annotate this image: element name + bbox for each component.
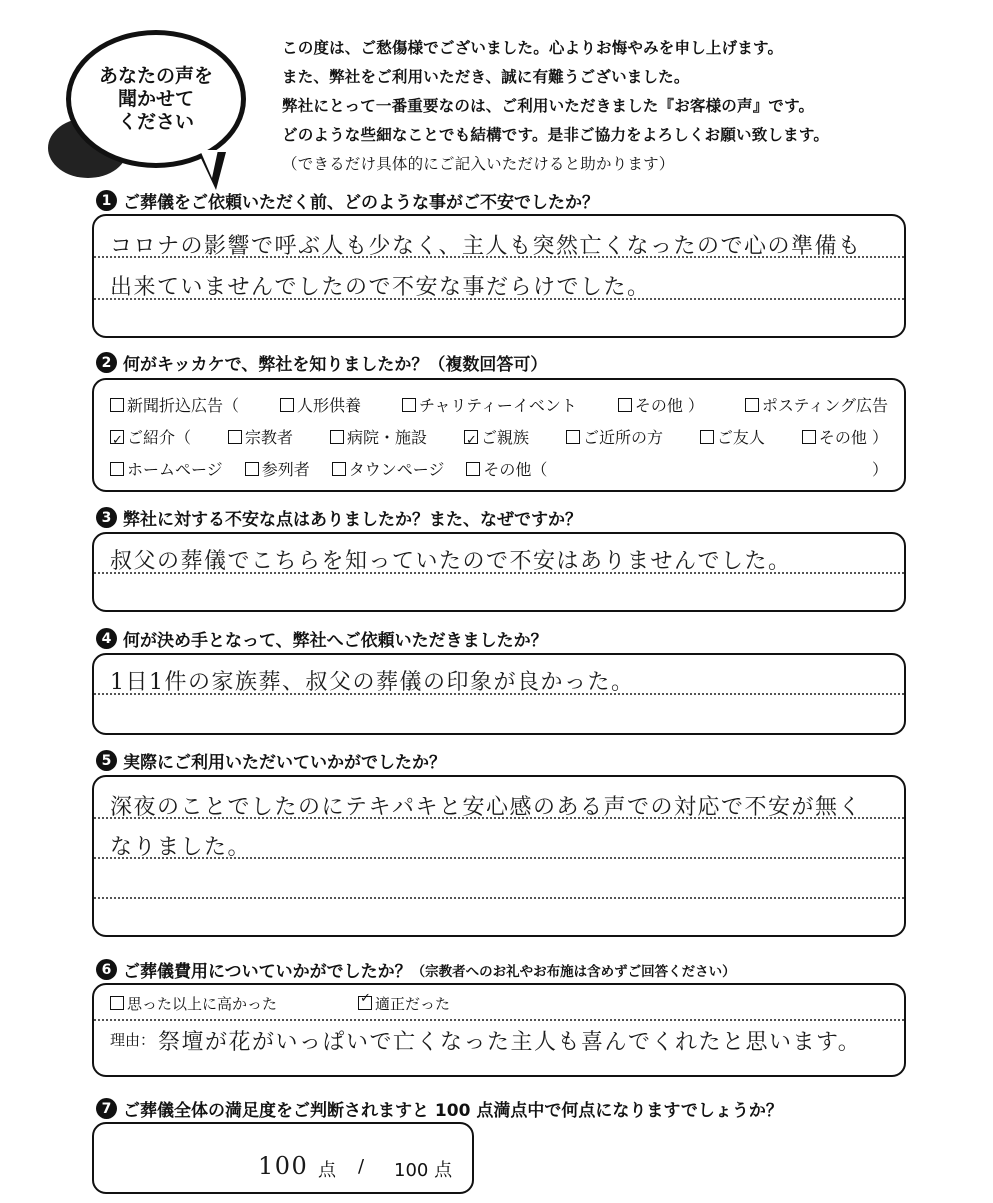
checkbox-item[interactable]: ご友人 [700,422,765,454]
handwritten-reason: 祭壇が花がいっぱいで亡くなった主人も喜んでくれたと思います。 [158,1030,862,1055]
question-5 [96,748,446,773]
intro-text [282,34,829,179]
checkbox-item[interactable]: 人形供養 [280,390,361,422]
handwritten-answer: なりました。 [110,835,252,860]
handwritten-answer: 出来ていませんでしたので不安な事だらけでした。 [110,275,651,300]
q6-option[interactable]: 思った以上に高かった [110,993,277,1014]
intro-line: 弊社にとって一番重要なのは、ご利用いただきました『お客様の声』です。 [282,97,815,115]
bubble-tail-inner [200,150,218,178]
checkbox-row [110,390,888,422]
checkbox-item[interactable]: 参列者 [245,454,310,486]
question-text: ご葬儀費用についていかがでしたか？ [123,962,412,982]
question-4 [96,626,548,651]
bubble-heading [66,30,246,168]
checkbox-item[interactable]: ✓ご紹介（ [110,422,191,454]
intro-line: また、弊社をご利用いただき、誠に有難うございました。 [282,68,690,86]
checkbox-icon[interactable] [110,462,124,476]
answer-box-6 [92,983,906,1077]
question-number: 3 [96,507,117,528]
question-number: 2 [96,352,117,373]
q6-option[interactable]: ✓ 適正だった [358,993,450,1014]
question-number: 5 [96,750,117,771]
answer-box-2 [92,378,906,492]
ruled-line [94,897,904,899]
checkbox-icon[interactable] [618,398,632,412]
checked-box-icon[interactable] [110,430,124,444]
question-number: 7 [96,1098,117,1119]
checkbox-icon[interactable] [566,430,580,444]
checkbox-icon[interactable] [330,430,344,444]
bubble-line: ください [117,110,194,133]
checkbox-icon[interactable] [745,398,759,412]
question-text: 何がキッカケで、弊社を知りましたか？（複数回答可） [123,355,548,375]
checked-box-icon[interactable] [464,430,478,444]
question-number: 4 [96,628,117,649]
question-7 [96,1096,783,1121]
checkbox-icon[interactable] [402,398,416,412]
checkbox-icon[interactable] [280,398,294,412]
handwritten-score: 100 [258,1152,309,1180]
checkbox-icon[interactable] [110,996,124,1010]
checkbox-item[interactable]: ポスティング広告 [745,390,888,422]
checkbox-icon[interactable] [700,430,714,444]
checkbox-icon[interactable] [466,462,480,476]
checkbox-item[interactable]: ✓ ご親族 [464,422,529,454]
handwritten-answer: 1日1件の家族葬、叔父の葬儀の印象が良かった。 [110,670,635,695]
question-6 [96,957,736,982]
handwritten-answer: 深夜のことでしたのにテキパキと安心感のある声での対応で不安が無く [110,795,863,820]
checkbox-item[interactable]: その他 ） [618,390,704,422]
question-number: 1 [96,190,117,211]
checkbox-item[interactable]: その他 ） [802,422,888,454]
intro-line: どのような些細なことでも結構です。是非ご協力をよろしくお願い致します。 [282,126,830,144]
intro-line: この度は、ご愁傷様でございました。心よりお悔やみを申し上げます。 [282,39,784,57]
checkbox-icon[interactable] [332,462,346,476]
score-max: 100 点 [394,1160,453,1181]
closing-paren: ） [871,460,888,479]
question-1 [96,188,599,213]
checkbox-item[interactable]: その他（ [466,454,547,486]
question-3 [96,505,582,530]
score-separator: / [358,1156,365,1177]
question-number: 6 [96,959,117,980]
question-text: 実際にご利用いただいていかがでしたか？ [123,753,446,773]
ruled-line [94,1019,904,1021]
question-2 [96,350,547,375]
checkbox-icon[interactable] [245,462,259,476]
checkbox-item[interactable]: タウンページ [332,454,445,486]
checkbox-row [110,422,888,454]
answer-box-5[interactable] [92,775,906,937]
voice-bubble [48,30,248,200]
score-box[interactable] [92,1122,474,1194]
checkbox-item[interactable]: ご近所の方 [566,422,663,454]
checkbox-item[interactable]: 宗教者 [228,422,293,454]
checkbox-icon[interactable] [228,430,242,444]
handwritten-answer: コロナの影響で呼ぶ人も少なく、主人も突然亡くなったので心の準備も [110,234,862,259]
checkbox-item[interactable]: 新聞折込広告（ [110,390,239,422]
intro-line: （できるだけ具体的にご記入いただけると助かります） [282,155,675,173]
checkbox-item[interactable]: ホームページ [110,454,223,486]
score-unit: 点 [318,1160,336,1181]
checked-box-icon[interactable] [358,996,372,1010]
question-text: ご葬儀をご依頼いただく前、どのような事がご不安でしたか？ [123,193,599,213]
answer-box-1[interactable] [92,214,906,338]
checkbox-icon[interactable] [110,398,124,412]
question-text: ご葬儀全体の満足度をご判断されますと 100 点満点中で何点になりますでしょうか？ [123,1101,783,1121]
bubble-line: 聞かせて [117,87,194,110]
checkbox-row [110,454,888,486]
question-note: （宗教者へのお礼やお布施は含めずご回答ください） [411,963,736,980]
handwritten-answer: 叔父の葬儀でこちらを知っていたので不安はありませんでした。 [110,549,792,574]
reason-label: 理由： [110,1031,156,1049]
checkbox-icon[interactable] [802,430,816,444]
checkbox-item[interactable]: チャリティーイベント [402,390,577,422]
question-text: 何が決め手となって、弊社へご依頼いただきましたか？ [123,631,548,651]
answer-box-4[interactable] [92,653,906,735]
answer-box-3[interactable] [92,532,906,612]
question-text: 弊社に対する不安な点はありましたか？また、なぜですか？ [123,510,582,530]
checkbox-item[interactable]: 病院・施設 [330,422,427,454]
bubble-line: あなたの声を [98,64,213,87]
checkbox-list [110,390,888,486]
